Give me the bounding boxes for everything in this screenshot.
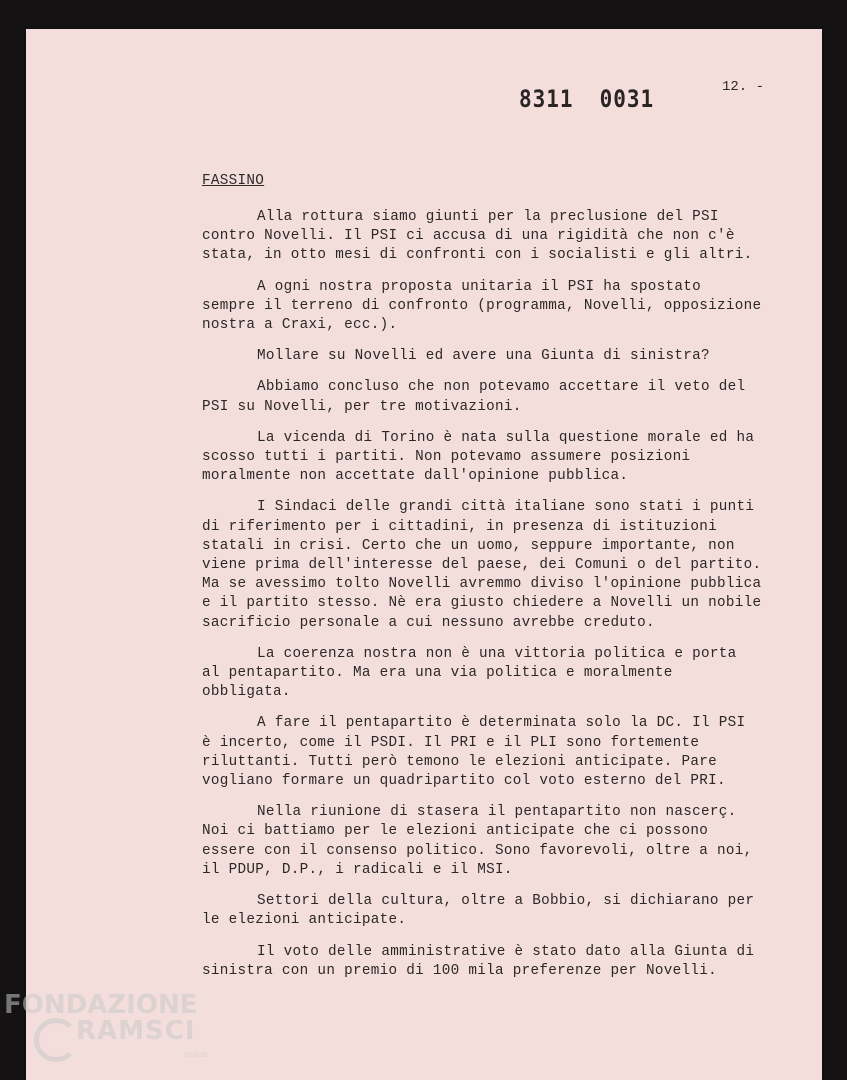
page-number: 12. - bbox=[722, 79, 765, 95]
paragraph-text: Alla rottura siamo giunti per la preclusione del PSI contro Novelli. Il PSI ci accusa di una rigidità che non c'è stata, in otto mesi di confronti con i socialisti e gli altri. bbox=[202, 209, 753, 264]
paragraph bbox=[202, 645, 762, 703]
paragraph-text: Settori della cultura, oltre a Bobbio, si dichiarano per le elezioni anticipate. bbox=[202, 893, 755, 929]
watermark-logo bbox=[4, 990, 214, 1080]
paragraph-text: I Sindaci delle grandi città italiane sono stati i punti di riferimento per i cittadini, in presenza di istituzioni statali in crisi. Certo che un uomo, seppure importante, non viene prima dell'interesse del paese, dei Comuni o del partito. Ma se avessimo tolto Novelli avremmo diviso l'opinione pubblica e il partito stesso. Nè era giusto chiedere a Novelli un nobile sacrificio personale a cui nessuno avrebbe creduto. bbox=[202, 499, 762, 631]
paragraph-text: Il voto delle amministrative è stato dato alla Giunta di sinistra con un premio di 100 mila preferenze per Novelli. bbox=[202, 943, 755, 979]
paragraph bbox=[202, 714, 762, 791]
speaker-heading: FASSINO bbox=[202, 173, 265, 189]
paragraph bbox=[202, 892, 762, 930]
paragraph-text: Abbiamo concluso che non potevamo accettare il veto del PSI su Novelli, per tre motivazioni. bbox=[202, 379, 746, 415]
paragraph bbox=[202, 208, 762, 266]
paragraph-list bbox=[202, 208, 762, 981]
document-body bbox=[202, 172, 762, 993]
paragraph bbox=[202, 498, 762, 632]
archive-number bbox=[519, 85, 654, 113]
archive-number-sheet: 0031 bbox=[599, 85, 655, 113]
watermark-line-2: RAMSCI bbox=[76, 1016, 196, 1046]
paragraph-text: La vicenda di Torino è nata sulla questione morale ed ha scosso tutti i partiti. Non potevamo assumere posizioni moralmente non accettate dall'opinione pubblica. bbox=[202, 429, 755, 485]
paragraph-text: La coerenza nostra non è una vittoria politica e porta al pentapartito. Ma era una via politica e moralmente obbligata. bbox=[202, 645, 737, 701]
paragraph bbox=[202, 803, 762, 880]
watermark-line-1: FONDAZIONE bbox=[4, 990, 198, 1020]
paragraph-text: A fare il pentapartito è determinata solo la DC. Il PSI è incerto, come il PSDI. Il PRI e il PLI sono fortemente riluttanti. Tutti però temono le elezioni anticipate. Pare vogliano formare un quadripartito col voto esterno del PRI. bbox=[202, 715, 746, 790]
watermark-line-3: onlus bbox=[184, 1050, 209, 1060]
paragraph bbox=[202, 278, 762, 336]
paragraph-text: A ogni nostra proposta unitaria il PSI ha spostato sempre il terreno di confronto (programma, Novelli, opposizione nostra a Craxi, ecc.). bbox=[202, 278, 762, 334]
paragraph bbox=[202, 429, 762, 487]
gramsci-g-icon bbox=[34, 1018, 78, 1062]
paragraph-text: Nella riunione di stasera il pentapartito non nascerç. Noi ci battiamo per le elezioni anticipate che ci possono essere con il consenso politico. Sono favorevoli, oltre a noi, il PDUP, D.P., i radicali e il MSI. bbox=[202, 804, 753, 878]
paragraph bbox=[202, 347, 762, 366]
archive-number-series: 8311 bbox=[519, 85, 574, 113]
paragraph bbox=[202, 378, 762, 416]
paragraph-text: Mollare su Novelli ed avere una Giunta di sinistra? bbox=[257, 348, 710, 365]
paragraph bbox=[202, 943, 762, 981]
